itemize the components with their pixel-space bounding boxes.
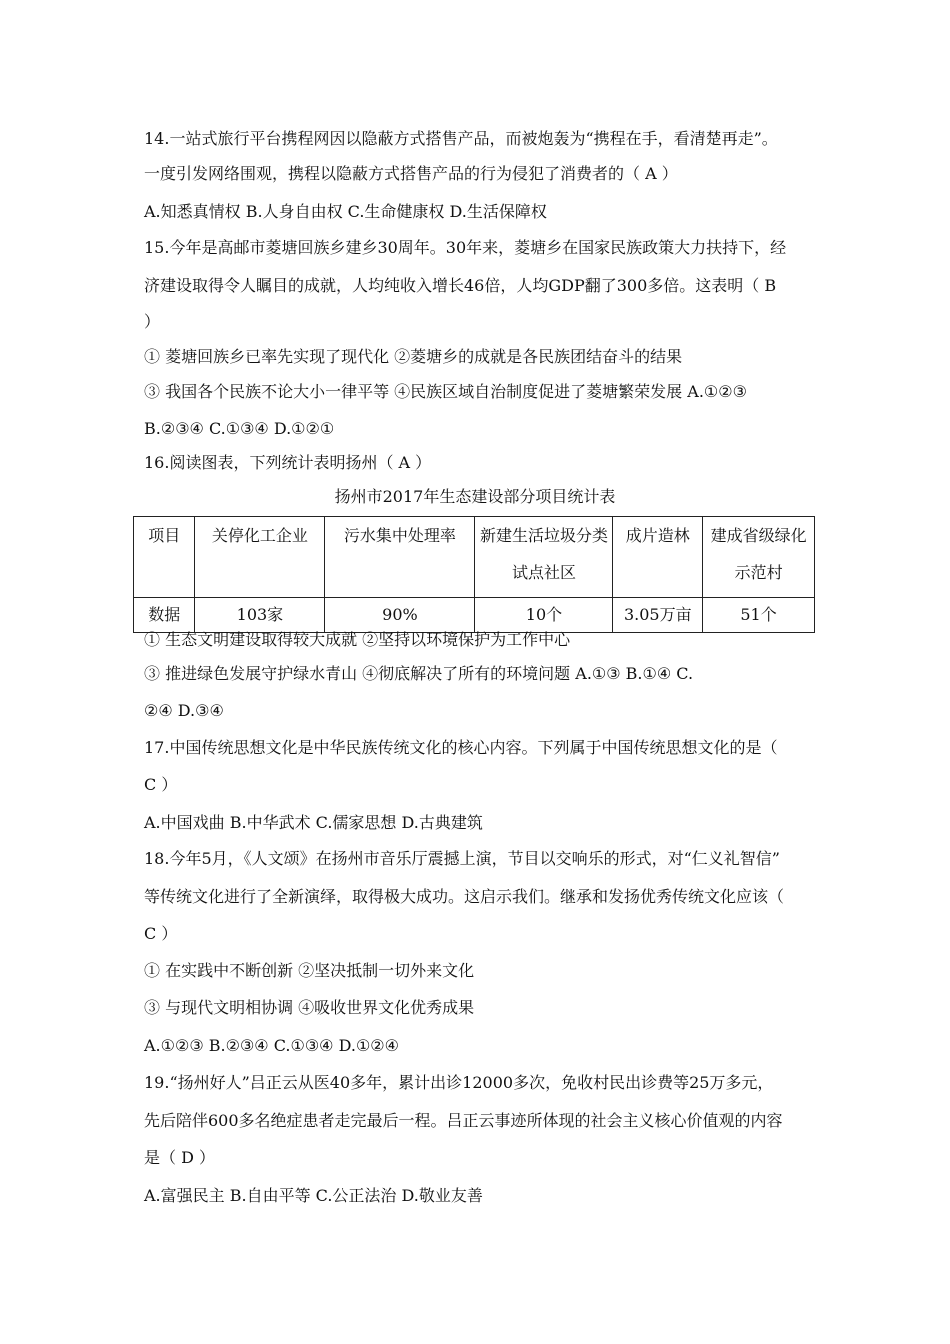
- q18-line-2: 等传统文化进行了全新演绎，取得极大成功。这启示我们。继承和发扬优秀传统文化应该（: [144, 887, 785, 906]
- q18-line-1: 18.今年5月，《人文颂》在扬州市音乐厅震撼上演，节目以交响乐的形式，对“仁义礼智信”: [144, 849, 780, 868]
- q18-statements-1: ① 在实践中不断创新 ②坚决抵制一切外来文化: [144, 961, 475, 980]
- q14-options: A.知悉真情权 B.人身自由权 C.生命健康权 D.生活保障权: [144, 202, 547, 221]
- q17-options: A.中国戏曲 B.中华武术 C.儒家思想 D.古典建筑: [144, 813, 483, 832]
- q15-line-1: 15.今年是高邮市菱塘回族乡建乡30周年。30年来，菱塘乡在国家民族政策大力扶持下，经: [144, 238, 787, 257]
- q15-options: B.②③④ C.①③④ D.①②①: [144, 419, 335, 438]
- q18-statements-2: ③ 与现代文明相协调 ④吸收世界文化优秀成果: [144, 998, 475, 1017]
- q15-line-3: ）: [144, 312, 161, 331]
- table-header-cell: 新建生活垃圾分类试点社区: [475, 517, 613, 598]
- q17-line-1: 17.中国传统思想文化是中华民族传统文化的核心内容。下列属于中国传统思想文化的是（: [144, 738, 778, 757]
- table-caption: 扬州市2017年生态建设部分项目统计表: [334, 487, 616, 506]
- q16-line-1: 16.阅读图表，下列统计表明扬州（ A ）: [144, 453, 432, 472]
- q19-options: A.富强民主 B.自由平等 C.公正法治 D.敬业友善: [144, 1186, 483, 1205]
- q14-line-1: 14.一站式旅行平台携程网因以隐蔽方式搭售产品，而被炮轰为“携程在手，看清楚再走”。: [144, 129, 778, 148]
- q16-options: ②④ D.③④: [144, 701, 224, 720]
- table-header-cell: 污水集中处理率: [325, 517, 475, 598]
- table-row: [134, 598, 815, 633]
- table-cell: 103家: [195, 598, 325, 633]
- q17-line-2: C ）: [144, 775, 178, 794]
- table-cell: 数据: [134, 598, 195, 633]
- table-cell: 3.05万亩: [613, 598, 703, 633]
- table-cell: 10个: [475, 598, 613, 633]
- q15-statements-2: ③ 我国各个民族不论大小一律平等 ④民族区域自治制度促进了菱塘繁荣发展 A.①②③: [144, 382, 747, 401]
- q15-statements-1: ① 菱塘回族乡已率先实现了现代化 ②菱塘乡的成就是各民族团结奋斗的结果: [144, 347, 683, 366]
- table-header-cell: 成片造林: [613, 517, 703, 598]
- eco-stats-table: [133, 516, 815, 633]
- table-header-cell: 关停化工企业: [195, 517, 325, 598]
- q16-statements-2: ③ 推进绿色发展守护绿水青山 ④彻底解决了所有的环境问题 A.①③ B.①④ C.: [144, 664, 694, 683]
- table-cell: 51个: [703, 598, 815, 633]
- q15-line-2: 济建设取得令人瞩目的成就，人均纯收入增长46倍，人均GDP翻了300多倍。这表明（ B: [144, 276, 777, 295]
- q19-line-2: 先后陪伴600多名绝症患者走完最后一程。吕正云事迹所体现的社会主义核心价值观的内容: [144, 1111, 783, 1130]
- table-header-row: [134, 517, 815, 598]
- table-header-cell: 项目: [134, 517, 195, 598]
- table-header-cell: 建成省级绿化示范村: [703, 517, 815, 598]
- q19-line-3: 是（ D ）: [144, 1148, 216, 1167]
- q16-statements-1: ① 生态文明建设取得较大成就 ②坚持以环境保护为工作中心: [144, 630, 571, 649]
- q19-line-1: 19.“扬州好人”吕正云从医40多年，累计出诊12000多次，免收村民出诊费等25万多元，: [144, 1073, 774, 1092]
- q14-line-2: 一度引发网络围观，携程以隐蔽方式搭售产品的行为侵犯了消费者的（ A ）: [144, 164, 678, 183]
- q18-line-3: C ）: [144, 924, 178, 943]
- q18-options: A.①②③ B.②③④ C.①③④ D.①②④: [144, 1036, 399, 1055]
- table-cell: 90%: [325, 598, 475, 633]
